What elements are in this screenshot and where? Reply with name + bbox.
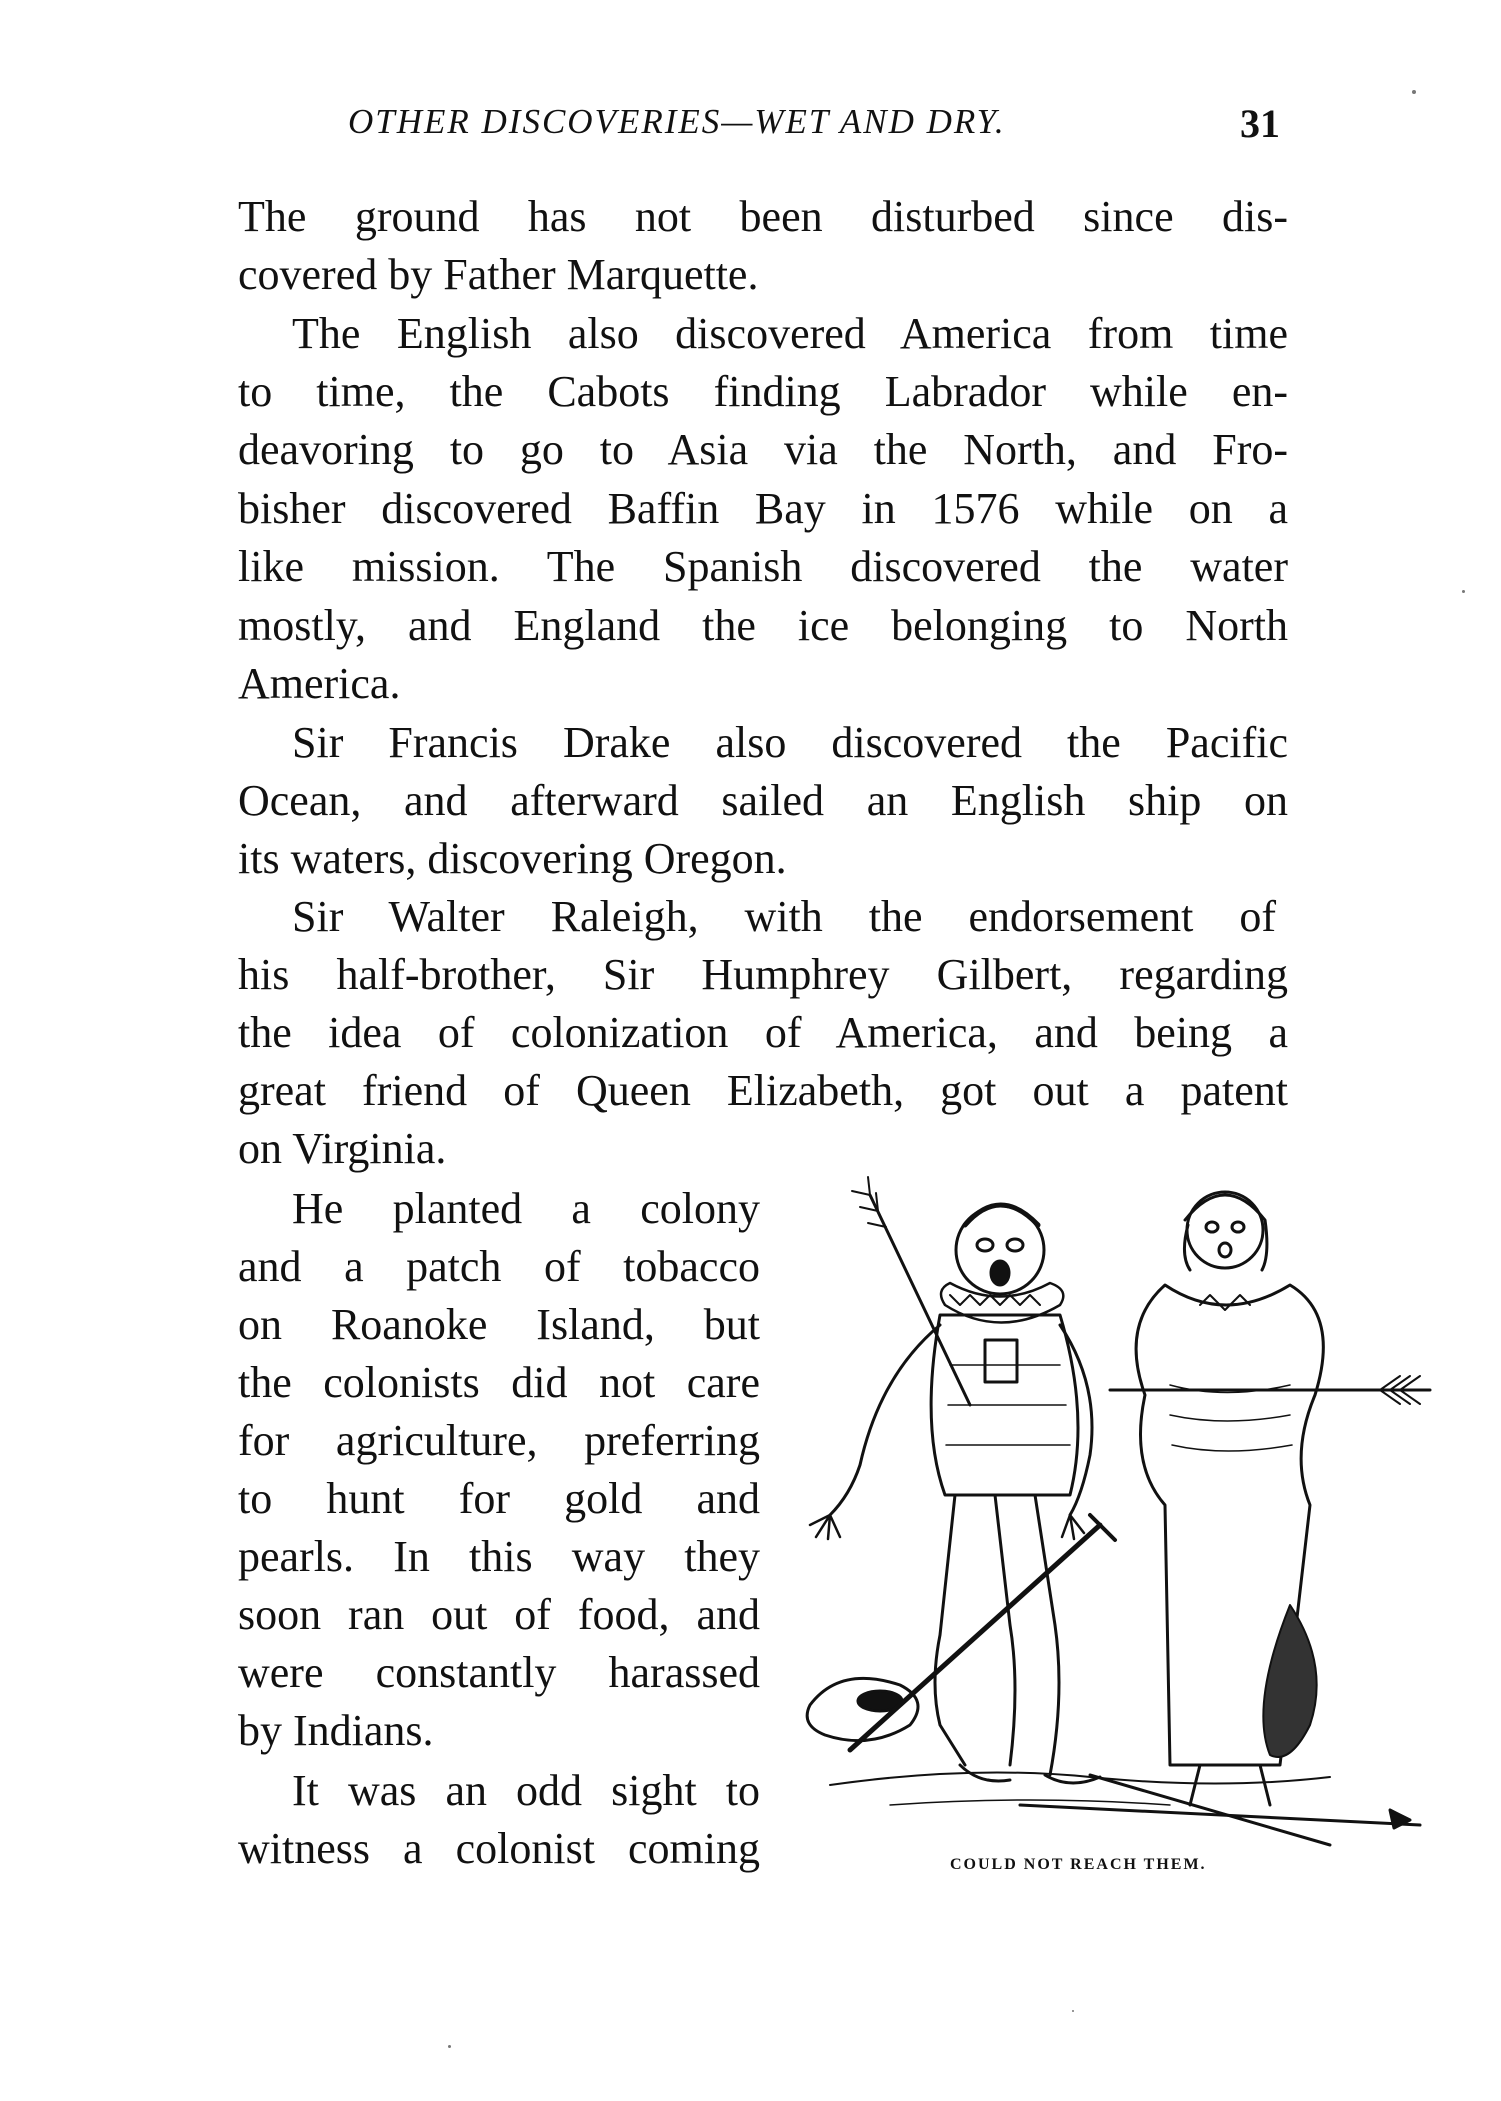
scan-speck xyxy=(1462,590,1465,593)
column-line: He planted a colony xyxy=(292,1184,760,1233)
column-line: the colonists did not care xyxy=(238,1358,760,1407)
body-line: Ocean, and afterward sailed an English ship on xyxy=(238,776,1288,825)
body-line: Sir Walter Raleigh, with the endorsement of xyxy=(292,892,1276,941)
body-line: deavoring to go to Asia via the North, and Fro- xyxy=(238,425,1288,474)
hat-drawing xyxy=(807,1678,918,1740)
colonist-woman-drawing xyxy=(1110,1192,1430,1805)
column-line: to hunt for gold and xyxy=(238,1474,760,1523)
column-line: on Roanoke Island, but xyxy=(238,1300,760,1349)
column-line: pearls. In this way they xyxy=(238,1532,760,1581)
body-line: the idea of colonization of America, and being a xyxy=(238,1008,1288,1057)
body-line: on Virginia. xyxy=(238,1124,447,1173)
colonist-man-drawing xyxy=(810,1205,1115,1783)
scan-speck xyxy=(448,2045,451,2048)
column-line: and a patch of tobacco xyxy=(238,1242,760,1291)
body-line: great friend of Queen Elizabeth, got out a patent xyxy=(238,1066,1288,1115)
scan-speck xyxy=(1412,90,1416,94)
scan-speck xyxy=(1072,2010,1074,2012)
running-head: OTHER DISCOVERIES—WET AND DRY. xyxy=(348,102,1006,141)
column-line: by Indians. xyxy=(238,1706,434,1755)
column-line: were constantly harassed xyxy=(238,1648,760,1697)
column-line: for agriculture, preferring xyxy=(238,1416,760,1465)
body-line: America. xyxy=(238,659,401,708)
body-line: The English also discovered America from time xyxy=(292,309,1288,358)
body-line: his half-brother, Sir Humphrey Gilbert, regarding xyxy=(238,950,1288,999)
body-line: mostly, and England the ice belonging to North xyxy=(238,601,1288,650)
page-number: 31 xyxy=(1240,101,1280,146)
colonists-illustration xyxy=(770,1165,1450,1855)
body-line: The ground has not been disturbed since dis- xyxy=(238,192,1288,241)
body-line: covered by Father Marquette. xyxy=(238,250,759,299)
body-line: its waters, discovering Oregon. xyxy=(238,834,787,883)
body-line: bisher discovered Baffin Bay in 1576 while on a xyxy=(238,484,1288,533)
figure-caption: COULD NOT REACH THEM. xyxy=(950,1856,1207,1873)
column-line: soon ran out of food, and xyxy=(238,1590,760,1639)
column-line: witness a colonist coming xyxy=(238,1824,760,1873)
column-line: It was an odd sight to xyxy=(292,1766,760,1815)
body-line: to time, the Cabots finding Labrador while en- xyxy=(238,367,1288,416)
body-line: Sir Francis Drake also discovered the Pacific xyxy=(292,718,1288,767)
body-line: like mission. The Spanish discovered the water xyxy=(238,542,1288,591)
